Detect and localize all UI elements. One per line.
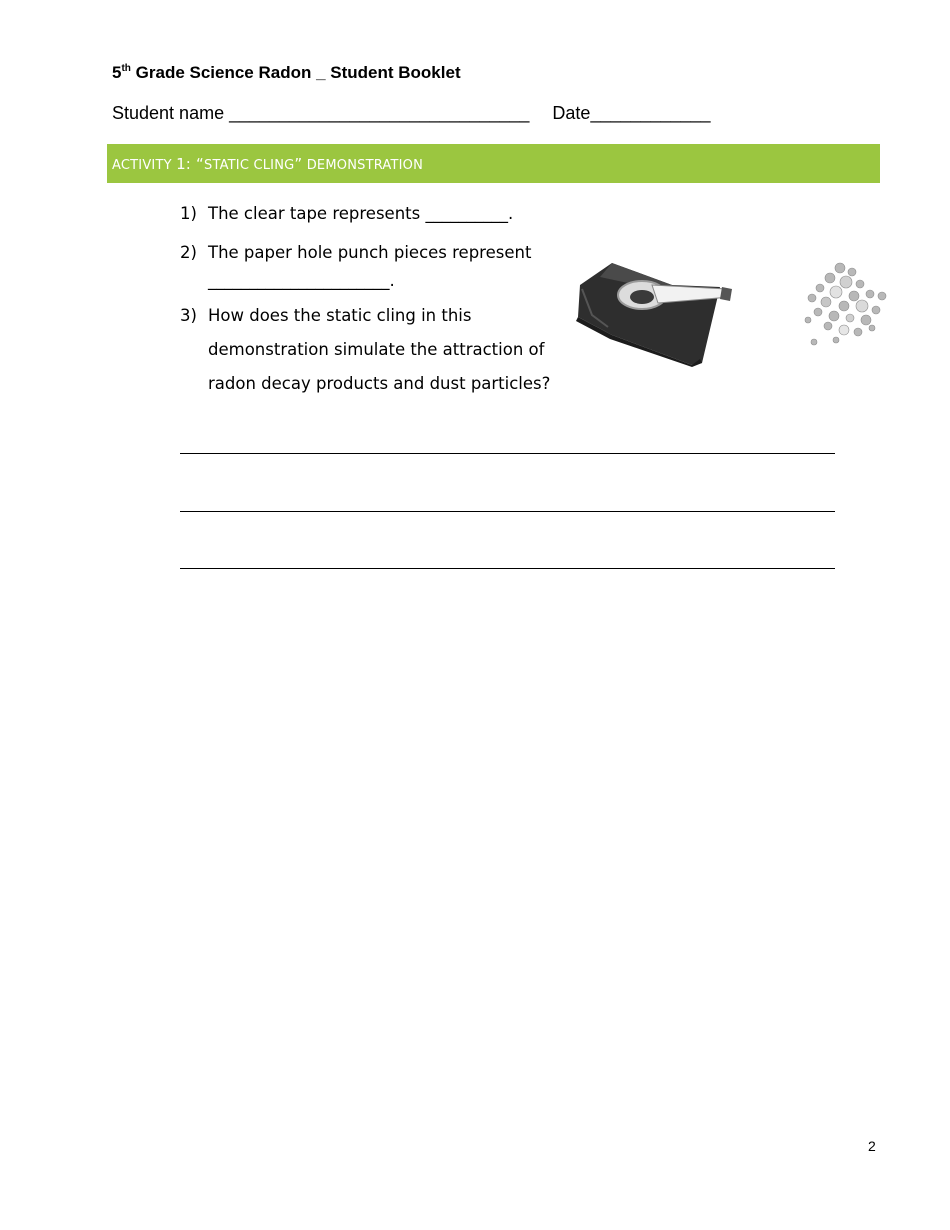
answer-line[interactable] [180, 568, 835, 569]
activity-number: 1: “ [176, 155, 204, 173]
question-text [208, 236, 531, 292]
answer-line[interactable] [180, 453, 835, 454]
question-number: 1) [180, 204, 197, 223]
activity-suffix: DEMONSTRATION [302, 158, 424, 173]
tape-dispenser-icon [572, 255, 737, 370]
activity-banner [107, 144, 880, 183]
page-number: 2 [868, 1138, 876, 1154]
activity-heading [112, 155, 423, 173]
activity-label: ACTIVITY [112, 158, 177, 173]
answer-line[interactable] [180, 511, 835, 512]
student-info-line [112, 103, 711, 124]
question-text-line: The paper hole punch pieces represent [208, 243, 532, 262]
title-text: Grade Science Radon _ Student Booklet [130, 63, 461, 82]
question-text-line: How does the static cling in this [208, 306, 472, 325]
student-name-field[interactable]: Student name ______________________________ [112, 103, 530, 123]
question-text-line: demonstration simulate the attraction of [208, 340, 545, 359]
grade-ordinal: th [121, 63, 131, 74]
activity-close-quote: ” [294, 155, 303, 173]
question-text: The clear tape represents __________. [208, 204, 514, 223]
question-number: 3) [180, 306, 197, 325]
activity-name: STATIC CLING [204, 158, 295, 173]
question-text [208, 299, 550, 401]
page-title [112, 63, 461, 83]
question-number: 2) [180, 243, 197, 262]
hole-punch-pieces-icon [800, 258, 890, 353]
question-blank[interactable]: ______________________. [208, 271, 395, 290]
date-field[interactable]: Date____________ [552, 103, 711, 123]
question-text-line: radon decay products and dust particles? [208, 374, 551, 393]
grade-number: 5 [112, 63, 122, 82]
